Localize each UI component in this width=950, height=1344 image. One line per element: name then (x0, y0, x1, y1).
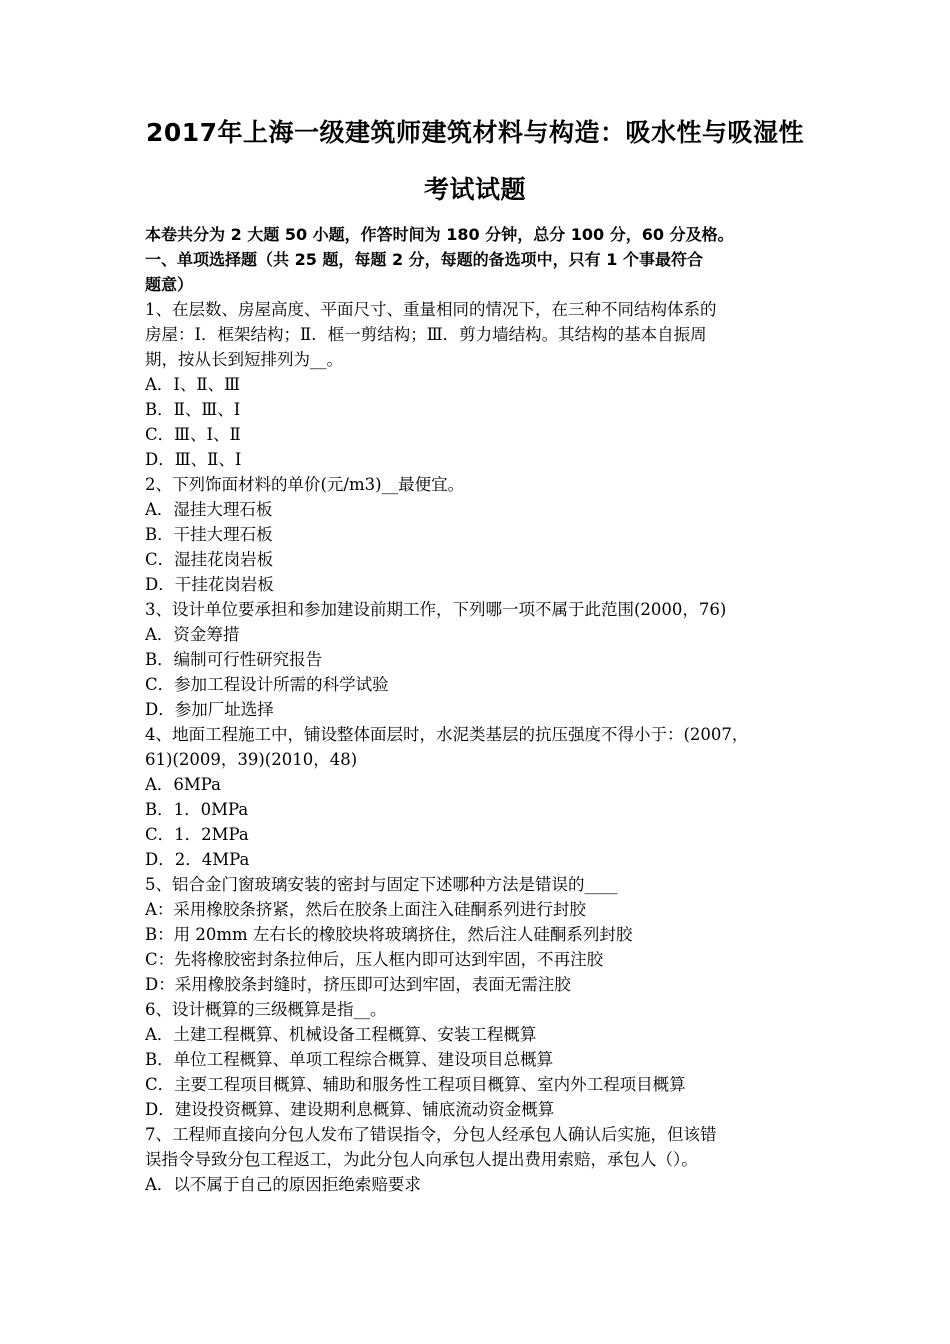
question-2-option-d: D．干挂花岗岩板 (145, 575, 274, 594)
question-6-option-d: D．建设投资概算、建设期利息概算、铺底流动资金概算 (145, 1100, 555, 1119)
question-6-option-c: C．主要工程项目概算、辅助和服务性工程项目概算、室内外工程项目概算 (145, 1075, 686, 1094)
question-3-option-c: C．参加工程设计所需的科学试验 (145, 675, 389, 694)
question-2-option-b: B．干挂大理石板 (145, 525, 273, 544)
section-heading-line-1: 一、单项选择题（共 25 题，每题 2 分，每题的备选项中，只有 1 个事最符合 (145, 250, 703, 269)
question-5-option-d: D：采用橡胶条封缝时，挤压即可达到牢固，表面无需注胶 (145, 975, 571, 994)
section-heading-line-2: 题意） (145, 275, 194, 294)
question-7-line-1: 7、工程师直接向分包人发布了错误指令，分包人经承包人确认后实施，但该错 (145, 1125, 717, 1144)
question-7-line-2: 误指令导致分包工程返工，为此分包人向承包人提出费用索赔，承包人（）。 (145, 1150, 698, 1169)
question-1-line-2: 房屋：Ⅰ．框架结构；Ⅱ．框一剪结构；Ⅲ．剪力墙结构。其结构的基本自振周 (145, 325, 707, 344)
question-1-option-d: D．Ⅲ、Ⅱ、Ⅰ (145, 450, 242, 469)
question-6-line-1: 6、设计概算的三级概算是指__。 (145, 1000, 387, 1019)
question-5-option-a: A：采用橡胶条挤紧，然后在胶条上面注入硅酮系列进行封胶 (145, 900, 586, 919)
question-1-option-a: A．Ⅰ、Ⅱ、Ⅲ (145, 375, 241, 394)
question-4-option-b: B．1．0MPa (145, 800, 249, 819)
question-6-option-a: A．土建工程概算、机械设备工程概算、安装工程概算 (145, 1025, 537, 1044)
document-body (145, 222, 817, 1197)
question-2-option-c: C．湿挂花岗岩板 (145, 550, 274, 569)
question-1-option-b: B．Ⅱ、Ⅲ、Ⅰ (145, 400, 241, 419)
question-1-option-c: C．Ⅲ、Ⅰ、Ⅱ (145, 425, 241, 444)
question-7-option-a: A．以不属于自己的原因拒绝索赔要求 (145, 1175, 421, 1194)
question-4-line-1: 4、地面工程施工中，铺设整体面层时，水泥类基层的抗压强度不得小于：(2007， (145, 725, 749, 744)
question-5-line-1: 5、铝合金门窗玻璃安装的密封与固定下述哪种方法是错误的____ (145, 875, 618, 894)
document-title-line-2: 考试试题 (423, 175, 526, 204)
document-title-line-1: 2017年上海一级建筑师建筑材料与构造：吸水性与吸湿性 (145, 118, 805, 147)
question-3-line-1: 3、设计单位要承担和参加建设前期工作，下列哪一项不属于此范围(2000，76) (145, 600, 727, 619)
question-2-option-a: A．湿挂大理石板 (145, 500, 273, 519)
question-6-option-b: B．单位工程概算、单项工程综合概算、建设项目总概算 (145, 1050, 554, 1069)
question-5-option-c: C：先将橡胶密封条拉伸后，压人框内即可达到牢固，不再注胶 (145, 950, 604, 969)
question-4-option-c: C．1．2MPa (145, 825, 249, 844)
question-4-option-a: A．6MPa (145, 775, 222, 794)
question-4-line-2: 61)(2009，39)(2010，48) (145, 750, 358, 769)
question-1-line-1: 1、在层数、房屋高度、平面尺寸、重量相同的情况下，在三种不同结构体系的 (145, 300, 717, 319)
question-3-option-d: D．参加厂址选择 (145, 700, 274, 719)
exam-intro: 本卷共分为 2 大题 50 小题，作答时间为 180 分钟，总分 100 分，60 分及格。 (145, 225, 734, 244)
question-1-line-3: 期，按从长到短排列为__。 (145, 350, 343, 369)
question-2-line-1: 2、下列饰面材料的单价(元/m3)__最便宜。 (145, 475, 465, 494)
question-5-option-b: B：用 20mm 左右长的橡胶块将玻璃挤住，然后注人硅酮系列封胶 (145, 925, 633, 944)
question-3-option-b: B．编制可行性研究报告 (145, 650, 323, 669)
question-4-option-d: D．2．4MPa (145, 850, 250, 869)
question-3-option-a: A．资金筹措 (145, 625, 240, 644)
